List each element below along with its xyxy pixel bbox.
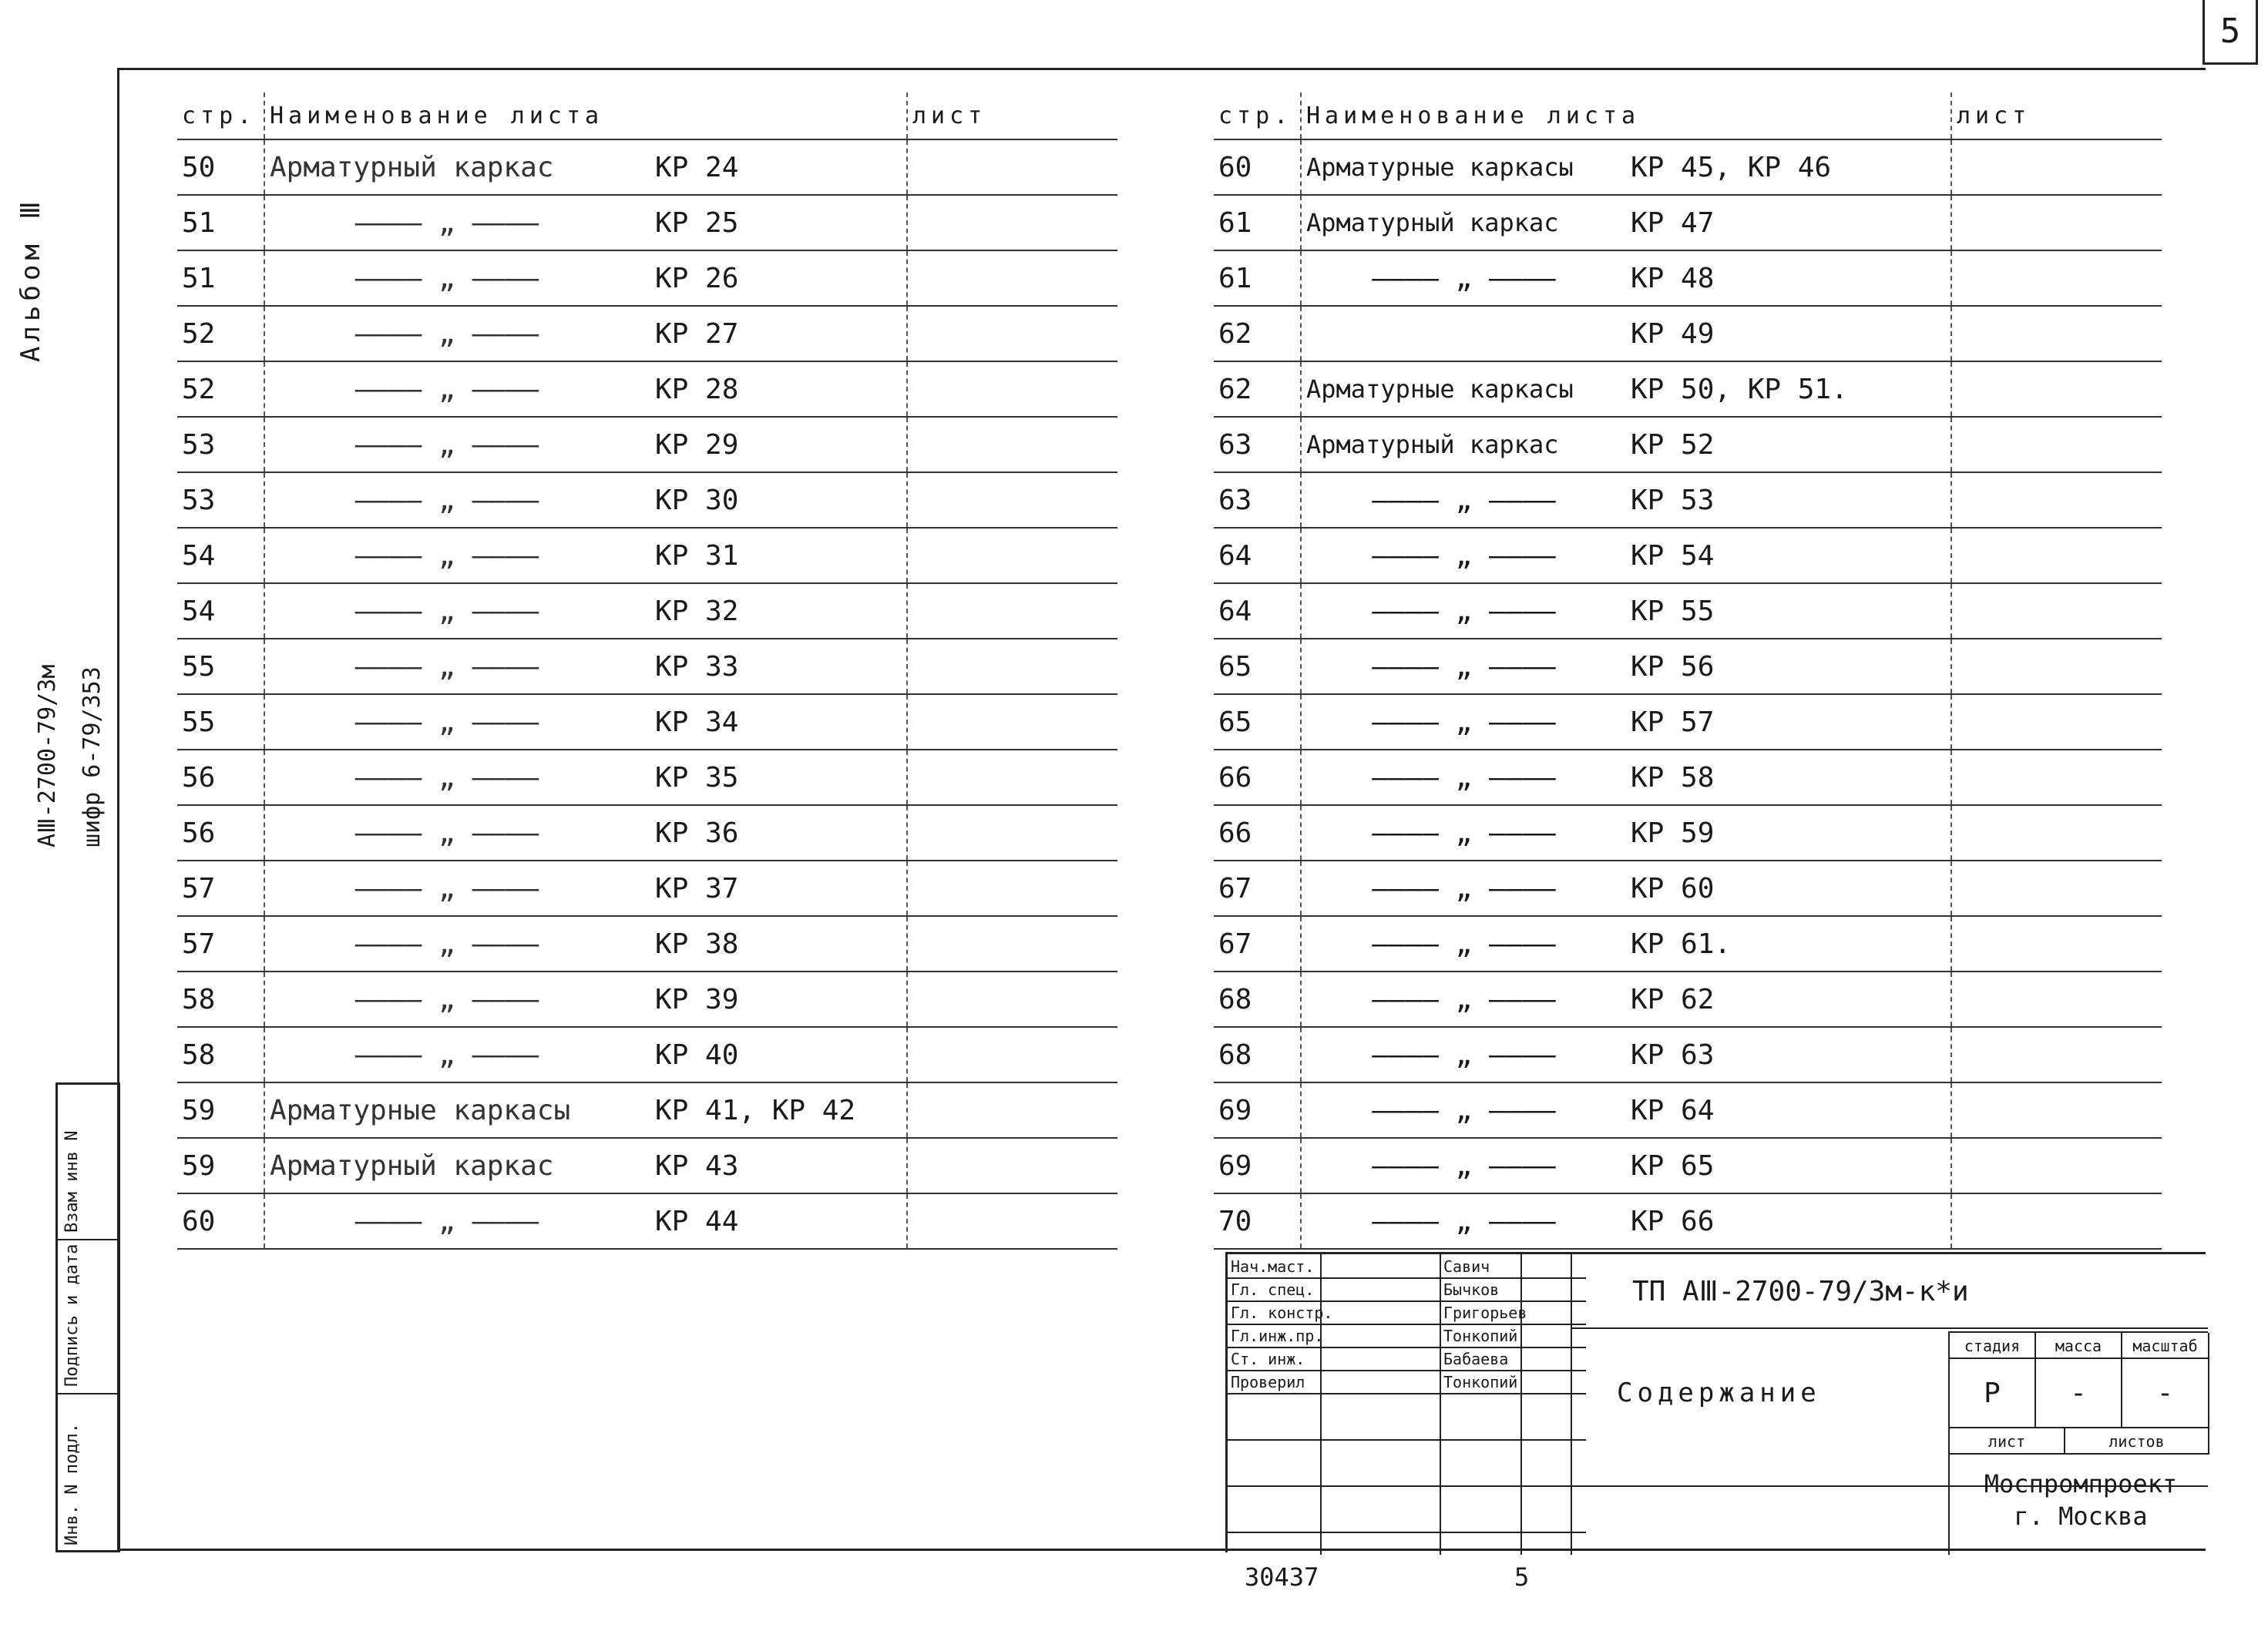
right-list-body: [1214, 139, 2162, 1249]
signature-role: Гл.инж.пр.: [1231, 1327, 1324, 1345]
row-name: ———— „ ————: [354, 1039, 539, 1071]
signature-name: Бычков: [1443, 1280, 1500, 1299]
signature-name: Тонкопий: [1443, 1373, 1518, 1391]
row-name: ———— „ ————: [354, 262, 539, 294]
row-name: ———— „ ————: [1301, 1193, 1626, 1249]
row-sheet: [1951, 1193, 2162, 1249]
row-name-cell: [264, 639, 907, 694]
row-sheet: [907, 861, 1117, 916]
header-name: Наименование листа: [1301, 92, 1951, 139]
row-page: 56: [177, 805, 264, 861]
table-row: [177, 1082, 1117, 1138]
row-page: 66: [1214, 805, 1301, 861]
row-name: Арматурный каркас: [270, 1149, 554, 1182]
side-code-2: шифр 6-79/353: [79, 666, 106, 847]
table-row: [1214, 361, 2162, 417]
row-name-cell: [264, 805, 907, 861]
mass-label: масса: [2036, 1333, 2122, 1359]
row-page: 50: [177, 139, 264, 195]
row-code: КР 30: [655, 484, 739, 516]
row-name-cell: [264, 195, 907, 250]
row-sheet: [1951, 472, 2162, 528]
row-sheet: [1951, 861, 2162, 916]
row-sheet: [907, 916, 1117, 972]
stage-label: стадия: [1950, 1333, 2036, 1359]
signature-name: Бабаева: [1443, 1350, 1509, 1368]
row-code: КР 52: [1626, 417, 1951, 472]
row-name: ———— „ ————: [1301, 861, 1626, 916]
row-name-cell: [264, 250, 907, 306]
row-page: 68: [1214, 1027, 1301, 1082]
row-sheet: [907, 750, 1117, 805]
row-sheet: [907, 472, 1117, 528]
table-row: [1214, 306, 2162, 361]
row-code: КР 54: [1626, 528, 1951, 583]
signature-name: Савич: [1443, 1257, 1490, 1276]
organization: [1965, 1468, 2196, 1532]
row-code: КР 63: [1626, 1027, 1951, 1082]
signature-role: Гл. констр.: [1231, 1304, 1333, 1322]
row-name-cell: [264, 1027, 907, 1082]
row-page: 67: [1214, 916, 1301, 972]
row-page: 51: [177, 195, 264, 250]
row-code: КР 61.: [1626, 916, 1951, 972]
row-sheet: [1951, 805, 2162, 861]
row-sheet: [907, 805, 1117, 861]
row-code: КР 59: [1626, 805, 1951, 861]
row-page: 53: [177, 472, 264, 528]
row-sheet: [1951, 139, 2162, 195]
row-code: КР 66: [1626, 1193, 1951, 1249]
row-name: ———— „ ————: [1301, 250, 1626, 306]
left-list-table: [177, 92, 1117, 1250]
row-sheet: [907, 139, 1117, 195]
row-sheet: [1951, 195, 2162, 250]
row-page: 54: [177, 583, 264, 639]
left-list-body: [177, 139, 1117, 1249]
table-row: [177, 916, 1117, 972]
row-sheet: [907, 639, 1117, 694]
row-sheet: [1951, 583, 2162, 639]
row-code: КР 24: [655, 151, 739, 183]
row-code: КР 48: [1626, 250, 1951, 306]
row-sheet: [1951, 972, 2162, 1027]
row-name: ———— „ ————: [1301, 805, 1626, 861]
row-code: КР 33: [655, 650, 739, 683]
row-sheet: [1951, 1027, 2162, 1082]
stamp-label-sign: Подпись и дата: [62, 1243, 82, 1387]
table-row: [177, 139, 1117, 195]
row-code: КР 50, КР 51.: [1626, 361, 1951, 417]
table-row: [1214, 583, 2162, 639]
table-row: [1214, 195, 2162, 250]
row-page: 67: [1214, 861, 1301, 916]
row-name-cell: [264, 583, 907, 639]
left-header-row: [177, 92, 1117, 139]
row-name: ———— „ ————: [354, 983, 539, 1015]
row-code: КР 34: [655, 706, 739, 738]
stamp-label-replace: Взам инв N: [62, 1130, 82, 1233]
row-name: ———— „ ————: [1301, 972, 1626, 1027]
right-header-row: [1214, 92, 2162, 139]
row-name: ———— „ ————: [354, 484, 539, 516]
row-page: 51: [177, 250, 264, 306]
row-code: КР 28: [655, 373, 739, 405]
row-name: Арматурный каркас: [1301, 195, 1626, 250]
table-row: [177, 805, 1117, 861]
row-name: [1301, 306, 1626, 361]
table-row: [1214, 972, 2162, 1027]
row-name: ———— „ ————: [354, 761, 539, 794]
title-block: [1225, 1252, 2206, 1552]
stage-mass-scale-grid: [1948, 1331, 2208, 1555]
table-row: [1214, 916, 2162, 972]
header-name: Наименование листа: [264, 92, 907, 139]
scale-label: масштаб: [2122, 1333, 2209, 1359]
row-page: 69: [1214, 1082, 1301, 1138]
row-sheet: [907, 1027, 1117, 1082]
row-code: КР 25: [655, 206, 739, 239]
row-code: КР 56: [1626, 639, 1951, 694]
row-name: ———— „ ————: [354, 1205, 539, 1237]
row-page: 60: [1214, 139, 1301, 195]
row-name: ———— „ ————: [354, 206, 539, 239]
row-code: КР 27: [655, 317, 739, 350]
row-page: 52: [177, 306, 264, 361]
row-code: КР 47: [1626, 195, 1951, 250]
row-code: КР 40: [655, 1039, 739, 1071]
page-number-box: [2202, 0, 2258, 65]
table-row: [1214, 417, 2162, 472]
row-page: 60: [177, 1193, 264, 1249]
row-sheet: [907, 1082, 1117, 1138]
row-page: 57: [177, 916, 264, 972]
table-row: [1214, 1082, 2162, 1138]
row-page: 70: [1214, 1193, 1301, 1249]
row-page: 63: [1214, 417, 1301, 472]
signature-role: Ст. инж.: [1231, 1350, 1305, 1368]
sheet-label: лист: [1950, 1428, 2065, 1455]
footer-page-number: 5: [1514, 1562, 1530, 1592]
row-code: КР 36: [655, 817, 739, 849]
row-page: 69: [1214, 1138, 1301, 1193]
row-name-cell: [264, 361, 907, 417]
row-code: КР 29: [655, 428, 739, 461]
row-name-cell: [264, 694, 907, 750]
row-name: ———— „ ————: [354, 317, 539, 350]
scale-value: -: [2122, 1359, 2209, 1428]
row-name: Арматурные каркасы: [1301, 361, 1626, 417]
row-name: ———— „ ————: [1301, 639, 1626, 694]
row-code: КР 37: [655, 872, 739, 904]
row-name-cell: [264, 972, 907, 1027]
row-name: ———— „ ————: [1301, 472, 1626, 528]
row-code: КР 38: [655, 928, 739, 960]
row-code: КР 44: [655, 1205, 739, 1237]
row-page: 58: [177, 972, 264, 1027]
row-sheet: [907, 694, 1117, 750]
row-name-cell: [264, 139, 907, 195]
table-row: [1214, 639, 2162, 694]
row-name: ———— „ ————: [1301, 916, 1626, 972]
row-page: 61: [1214, 250, 1301, 306]
row-name: Арматурный каркас: [1301, 417, 1626, 472]
row-page: 64: [1214, 583, 1301, 639]
row-page: 59: [177, 1082, 264, 1138]
row-name: ———— „ ————: [1301, 1027, 1626, 1082]
sheets-label: листов: [2065, 1428, 2209, 1455]
table-row: [177, 528, 1117, 583]
row-code: КР 65: [1626, 1138, 1951, 1193]
row-code: КР 31: [655, 539, 739, 572]
table-row: [1214, 1193, 2162, 1249]
document-code: ТП АⅢ-2700-79/3м-к*и: [1632, 1276, 1969, 1307]
row-sheet: [1951, 528, 2162, 583]
row-name: ———— „ ————: [354, 539, 539, 572]
row-page: 56: [177, 750, 264, 805]
table-row: [1214, 694, 2162, 750]
row-code: КР 55: [1626, 583, 1951, 639]
row-page: 55: [177, 639, 264, 694]
table-row: [1214, 528, 2162, 583]
row-name-cell: [264, 861, 907, 916]
table-row: [177, 361, 1117, 417]
stage-value: Р: [1950, 1359, 2036, 1428]
row-code: КР 39: [655, 983, 739, 1015]
row-page: 63: [1214, 472, 1301, 528]
row-page: 59: [177, 1138, 264, 1193]
table-row: [177, 1138, 1117, 1193]
row-code: КР 35: [655, 761, 739, 794]
side-code-1: АⅢ-2700-79/3м: [34, 664, 61, 847]
row-page: 65: [1214, 639, 1301, 694]
row-name: ———— „ ————: [354, 706, 539, 738]
row-code: КР 49: [1626, 306, 1951, 361]
table-row: [177, 1193, 1117, 1249]
row-name: ———— „ ————: [354, 595, 539, 627]
row-name: ———— „ ————: [354, 650, 539, 683]
table-row: [177, 639, 1117, 694]
row-name-cell: [264, 472, 907, 528]
row-sheet: [1951, 361, 2162, 417]
row-name: Арматурные каркасы: [270, 1094, 571, 1126]
stamp-label-inv: Инв. N подл.: [62, 1423, 82, 1545]
table-row: [177, 472, 1117, 528]
row-sheet: [1951, 750, 2162, 805]
org-name: Моспромпроект: [1984, 1469, 2178, 1498]
row-page: 58: [177, 1027, 264, 1082]
row-name-cell: [264, 528, 907, 583]
row-name-cell: [264, 750, 907, 805]
row-sheet: [907, 972, 1117, 1027]
table-row: [177, 195, 1117, 250]
row-name: ———— „ ————: [1301, 528, 1626, 583]
table-row: [1214, 1027, 2162, 1082]
row-code: КР 53: [1626, 472, 1951, 528]
row-sheet: [1951, 1082, 2162, 1138]
row-name: Арматурные каркасы: [1301, 139, 1626, 195]
row-code: КР 62: [1626, 972, 1951, 1027]
row-sheet: [1951, 417, 2162, 472]
table-row: [1214, 1138, 2162, 1193]
row-name-cell: [264, 1138, 907, 1193]
row-name: ———— „ ————: [354, 373, 539, 405]
row-page: 57: [177, 861, 264, 916]
table-row: [177, 972, 1117, 1027]
table-row: [1214, 805, 2162, 861]
document-title: Содержание: [1617, 1378, 1821, 1408]
row-page: 65: [1214, 694, 1301, 750]
table-row: [1214, 139, 2162, 195]
row-name: ———— „ ————: [354, 872, 539, 904]
row-name: ———— „ ————: [354, 428, 539, 461]
signature-name: Тонкопий: [1443, 1327, 1518, 1345]
row-page: 55: [177, 694, 264, 750]
table-row: [1214, 750, 2162, 805]
table-row: [177, 750, 1117, 805]
row-page: 64: [1214, 528, 1301, 583]
header-page: стр.: [1214, 92, 1301, 139]
row-code: КР 43: [655, 1149, 739, 1182]
row-name: ———— „ ————: [354, 928, 539, 960]
row-sheet: [907, 250, 1117, 306]
header-sheet: лист: [1951, 92, 2162, 139]
row-page: 53: [177, 417, 264, 472]
table-row: [177, 306, 1117, 361]
row-sheet: [907, 361, 1117, 417]
right-list-table: [1214, 92, 2162, 1250]
row-name: Арматурный каркас: [270, 151, 554, 183]
signature-role: Гл. спец.: [1231, 1280, 1315, 1299]
row-sheet: [907, 417, 1117, 472]
row-sheet: [907, 195, 1117, 250]
table-row: [177, 1027, 1117, 1082]
row-sheet: [907, 306, 1117, 361]
header-sheet: лист: [907, 92, 1117, 139]
row-sheet: [1951, 1138, 2162, 1193]
table-row: [177, 694, 1117, 750]
row-code: КР 57: [1626, 694, 1951, 750]
header-page: стр.: [177, 92, 264, 139]
table-row: [1214, 861, 2162, 916]
row-name: ———— „ ————: [1301, 694, 1626, 750]
album-label: Альбом Ⅲ: [15, 196, 46, 362]
table-row: [177, 583, 1117, 639]
row-name: ———— „ ————: [1301, 1082, 1626, 1138]
row-code: КР 64: [1626, 1082, 1951, 1138]
signature-role: Проверил: [1231, 1373, 1305, 1391]
row-code: КР 60: [1626, 861, 1951, 916]
row-name: ———— „ ————: [1301, 1138, 1626, 1193]
row-name-cell: [264, 417, 907, 472]
signature-role: Нач.маст.: [1231, 1257, 1315, 1276]
mass-value: -: [2036, 1359, 2122, 1428]
page-number: 5: [2219, 12, 2241, 51]
row-sheet: [1951, 916, 2162, 972]
row-sheet: [907, 1138, 1117, 1193]
row-sheet: [1951, 639, 2162, 694]
row-code: КР 58: [1626, 750, 1951, 805]
row-sheet: [1951, 694, 2162, 750]
row-sheet: [1951, 250, 2162, 306]
row-page: 62: [1214, 361, 1301, 417]
footer-archive-number: 30437: [1245, 1562, 1319, 1592]
row-sheet: [907, 528, 1117, 583]
row-sheet: [907, 1193, 1117, 1249]
side-stamp: [55, 1082, 120, 1552]
row-code: КР 41, КР 42: [655, 1094, 856, 1126]
row-name: ———— „ ————: [1301, 750, 1626, 805]
org-city: г. Москва: [2014, 1502, 2148, 1531]
table-row: [177, 861, 1117, 916]
row-page: 61: [1214, 195, 1301, 250]
row-page: 54: [177, 528, 264, 583]
row-name-cell: [264, 1193, 907, 1249]
row-code: КР 32: [655, 595, 739, 627]
row-name: ———— „ ————: [1301, 583, 1626, 639]
table-row: [177, 417, 1117, 472]
row-page: 68: [1214, 972, 1301, 1027]
row-name-cell: [264, 916, 907, 972]
row-page: 66: [1214, 750, 1301, 805]
signature-name: Григорьев: [1443, 1304, 1527, 1322]
row-page: 62: [1214, 306, 1301, 361]
row-page: 52: [177, 361, 264, 417]
row-sheet: [907, 583, 1117, 639]
row-name: ———— „ ————: [354, 817, 539, 849]
row-name-cell: [264, 1082, 907, 1138]
table-row: [1214, 472, 2162, 528]
row-sheet: [1951, 306, 2162, 361]
row-name-cell: [264, 306, 907, 361]
row-code: КР 26: [655, 262, 739, 294]
row-code: КР 45, КР 46: [1626, 139, 1951, 195]
table-row: [1214, 250, 2162, 306]
table-row: [177, 250, 1117, 306]
